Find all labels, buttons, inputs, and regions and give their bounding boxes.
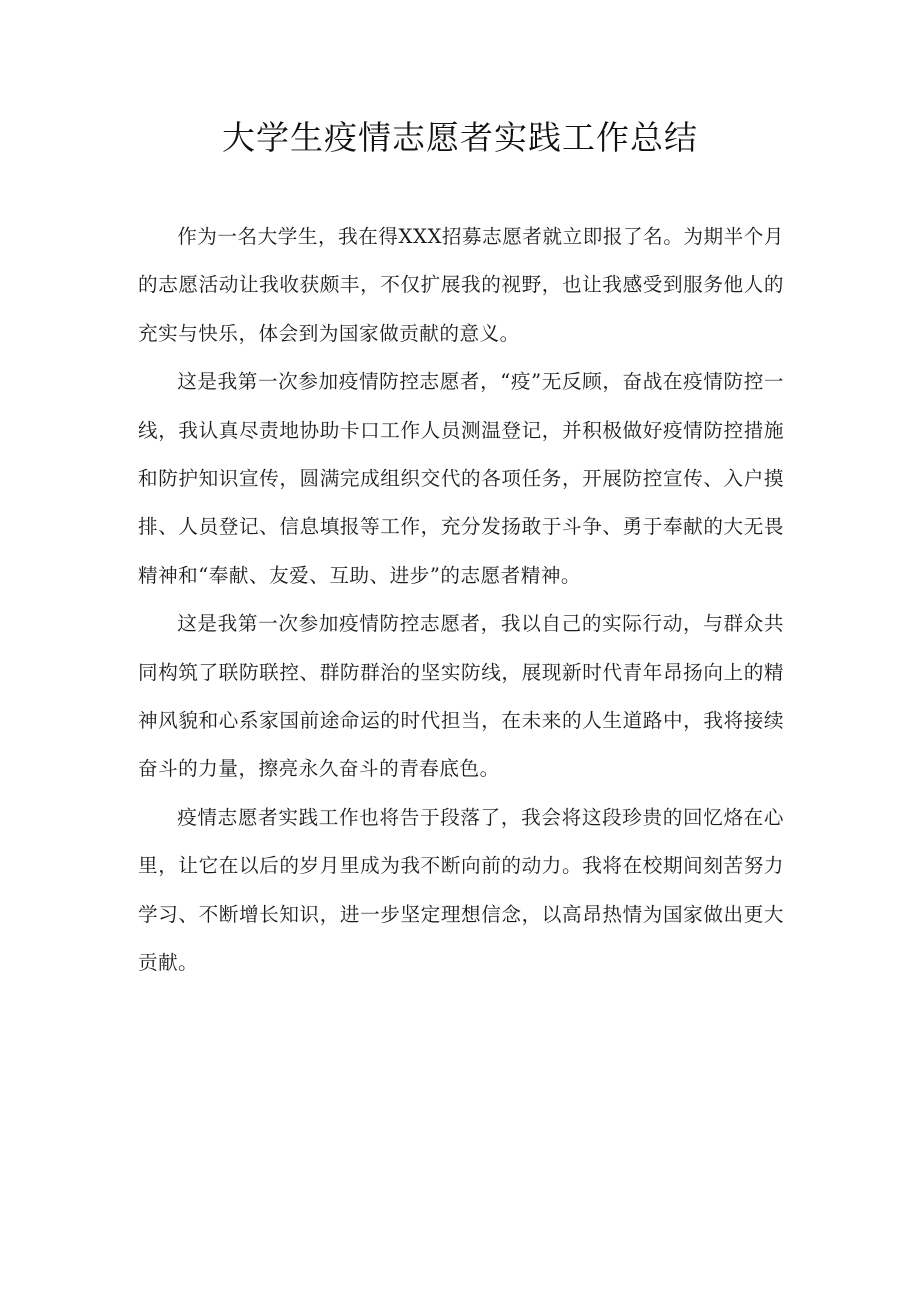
paragraph: 这是我第一次参加疫情防控志愿者，我以自己的实际行动，与群众共同构筑了联防联控、群防群治的坚实防线，展现新时代青年昂扬向上的精神风貌和心系家国前途命运的时代担当，在未来的人生道路中，我将接续奋斗的力量，擦亮永久奋斗的青春底色。 [138,612,784,781]
paragraph: 这是我第一次参加疫情防控志愿者，“疫”无反顾，奋战在疫情防控一线，我认真尽责地协助卡口工作人员测温登记，并积极做好疫情防控措施和防护知识宣传，圆满完成组织交代的各项任务，开展防控宣传、入户摸排、人员登记、信息填报等工作，充分发扬敢于斗争、勇于奉献的大无畏精神和“奉献、友爱、互助、进步”的志愿者精神。 [138,370,784,587]
document-title: 大学生疫情志愿者实践工作总结 [222,118,698,157]
paragraph: 疫情志愿者实践工作也将告于段落了，我会将这段珍贵的回忆烙在心里，让它在以后的岁月里成为我不断向前的动力。我将在校期间刻苦努力学习、不断增长知识，进一步坚定理想信念，以高昂热情为国家做出更大贡献。 [138,805,784,975]
paragraph: 作为一名大学生，我在得XXX招募志愿者就立即报了名。为期半个月的志愿活动让我收获颇丰，不仅扩展我的视野，也让我感受到服务他人的充实与快乐，体会到为国家做贡献的意义。 [138,225,784,345]
document-body [138,213,784,988]
